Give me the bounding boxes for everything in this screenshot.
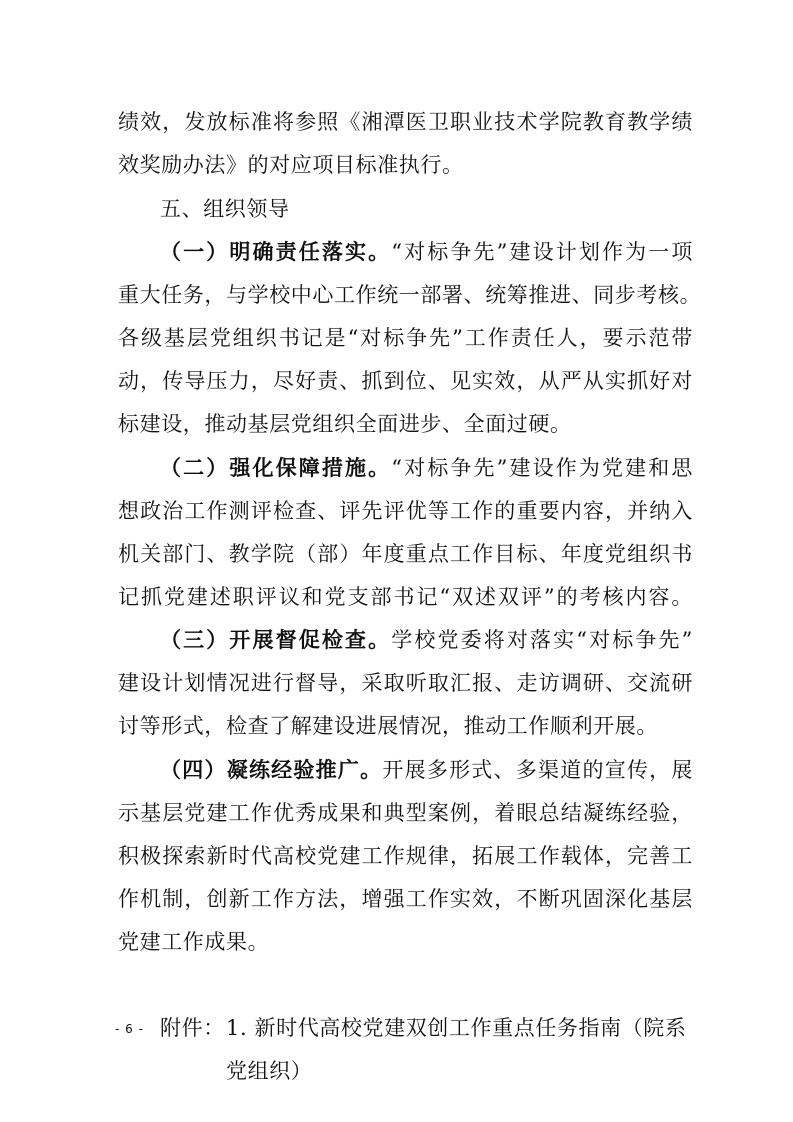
paragraph-1-line-3: 各级基层党组织书记是“对标争先”工作责任人，要示范带 <box>118 326 693 350</box>
paragraph-1-heading: （一）明确责任落实。 <box>160 240 392 264</box>
paragraph-2-line-1 <box>160 448 693 488</box>
paragraph-4-line-1 <box>160 750 693 790</box>
paragraph-2-line-3: 机关部门、教学院（部）年度重点工作目标、年度党组织书 <box>118 542 693 566</box>
paragraph-3-line-1 <box>160 620 693 660</box>
paragraph-4-line-4: 作机制，创新工作方法，增强工作实效，不断巩固深化基层 <box>118 887 693 911</box>
paragraph-2-line-2: 想政治工作测评检查、评先评优等工作的重要内容，并纳入 <box>118 499 693 523</box>
paragraph-3-text: 学校党委将对落实“对标争先” <box>391 628 694 652</box>
paragraph-4-line-3: 积极探索新时代高校党建工作规律，拓展工作载体，完善工 <box>118 844 693 868</box>
paragraph-4-heading: （四）凝练经验推广。 <box>160 758 383 782</box>
paragraph-4-line-2: 示基层党建工作优秀成果和典型案例，着眼总结凝练经验， <box>118 801 693 825</box>
paragraph-4-text: 开展多形式、多渠道的宣传，展 <box>382 758 694 782</box>
paragraph-1-text: “对标争先”建设计划作为一项 <box>391 240 694 264</box>
attachment-line-1: 1. 新时代高校党建双创工作重点任务指南（院系 <box>226 1016 687 1040</box>
paragraph-1-line-4: 动，传导压力，尽好责、抓到位、见实效，从严从实抓好对 <box>118 369 693 393</box>
intro-line-2: 效奖励办法》的对应项目标准执行。 <box>118 153 464 177</box>
paragraph-1-line-1 <box>160 232 693 272</box>
intro-line-1: 绩效，发放标准将参照《湘潭医卫职业技术学院教育教学绩 <box>118 110 693 134</box>
paragraph-2-heading: （二）强化保障措施。 <box>160 456 392 480</box>
paragraph-1-line-5: 标建设，推动基层党组织全面进步、全面过硬。 <box>118 412 572 436</box>
paragraph-2-text: “对标争先”建设作为党建和思 <box>391 456 694 480</box>
paragraph-3-heading: （三）开展督促检查。 <box>160 628 392 652</box>
paragraph-1-line-2: 重大任务，与学校中心工作统一部署、统筹推进、同步考核。 <box>118 283 702 307</box>
attachment-line-2: 党组织） <box>226 1059 313 1083</box>
paragraph-4-line-5: 党建工作成果。 <box>118 930 270 954</box>
page-number: - 6 - <box>115 1022 144 1036</box>
paragraph-3-line-3: 讨等形式，检查了解建设进展情况，推动工作顺利开展。 <box>118 714 658 738</box>
paragraph-3-line-2: 建设计划情况进行督导，采取听取汇报、走访调研、交流研 <box>118 671 693 695</box>
section-title: 五、组织领导 <box>160 197 290 221</box>
attachment-label: 附件： <box>160 1016 225 1040</box>
paragraph-2-line-4: 记抓党建述职评议和党支部书记“双述双评”的考核内容。 <box>118 585 693 609</box>
